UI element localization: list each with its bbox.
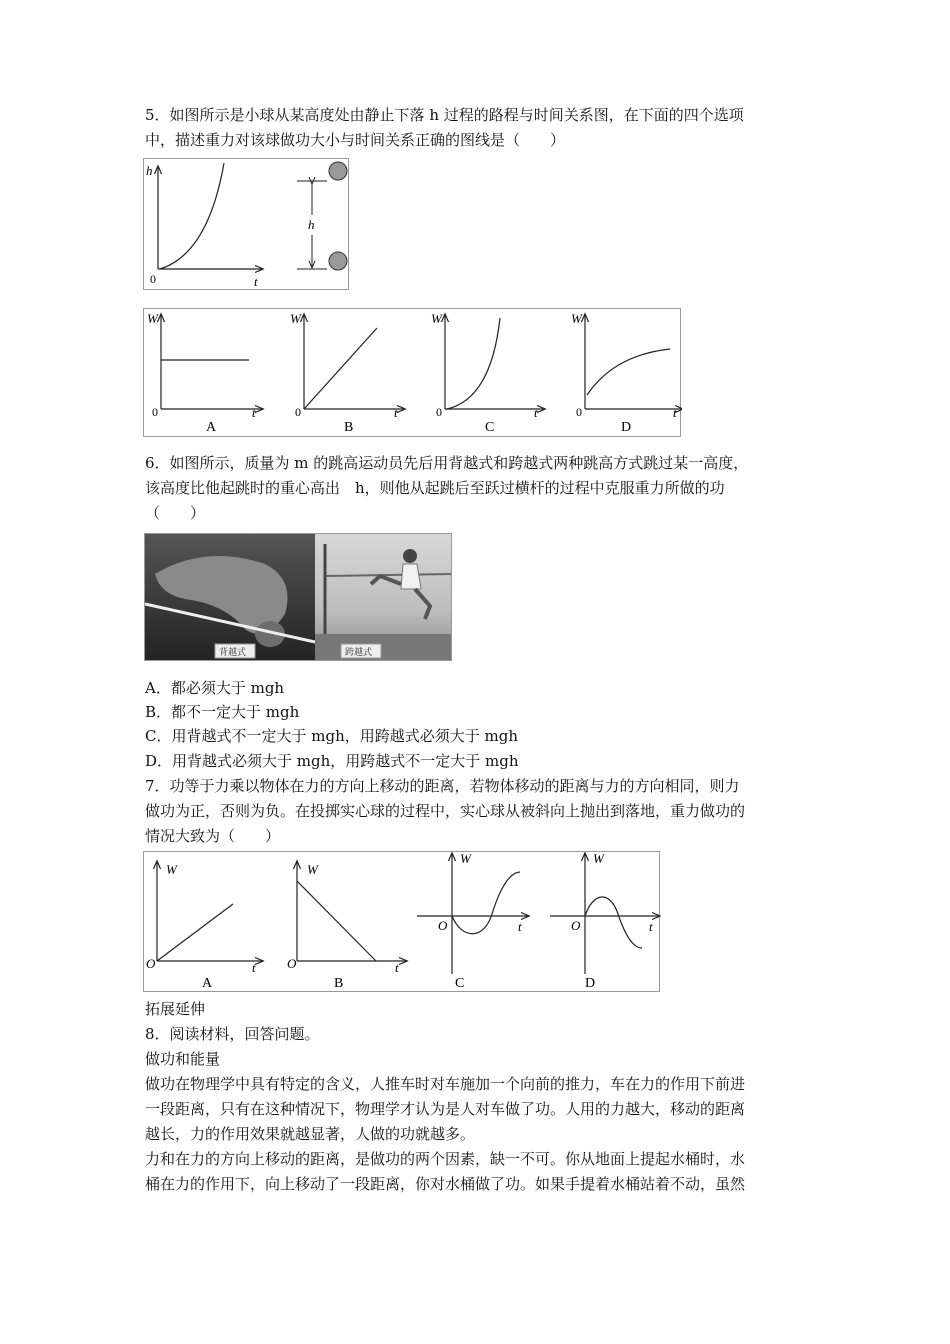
q5-option-d-graph bbox=[571, 311, 682, 435]
svg-text:O: O bbox=[438, 918, 448, 933]
svg-text:0: 0 bbox=[436, 405, 442, 419]
svg-text:W: W bbox=[307, 862, 318, 877]
q8-p1-line-2: 一段距离，只有在这种情况下，物理学才认为是人对车做了功。人用的力越大，移动的距离 bbox=[145, 1100, 746, 1118]
q7-option-c-graph bbox=[417, 852, 528, 991]
svg-text:O: O bbox=[146, 956, 156, 971]
q5-line-1: 5．如图所示是小球从某高度处由静止下落 h 过程的路程与时间关系图，在下面的四个选项 bbox=[145, 106, 744, 124]
high-jump-photo bbox=[144, 533, 452, 661]
q7-option-a-label: A bbox=[202, 976, 213, 991]
q8-p2-line-2: 桶在力的作用下，向上移动了一段距离，你对水桶做了功。如果手提着水桶站着不动，虽然 bbox=[145, 1175, 746, 1193]
svg-text:t: t bbox=[252, 960, 256, 975]
q6-line-2: 该高度比他起跳时的重心高出 h，则他从起跳后至跃过横杆的过程中克服重力所做的功 bbox=[145, 479, 725, 497]
svg-text:t: t bbox=[394, 405, 398, 420]
q5-option-b-graph bbox=[290, 311, 404, 435]
svg-text:W: W bbox=[460, 852, 471, 866]
q7-option-a-graph bbox=[146, 862, 262, 991]
svg-text:0: 0 bbox=[152, 405, 158, 419]
q5-options-figure bbox=[143, 308, 681, 437]
svg-text:W: W bbox=[431, 311, 442, 326]
q7-line-1: 7．功等于力乘以物体在力的方向上移动的距离，若物体移动的距离与力的方向相同，则力 bbox=[145, 777, 740, 795]
q5-option-a-label: A bbox=[206, 420, 217, 435]
svg-text:0: 0 bbox=[576, 405, 582, 419]
svg-text:W: W bbox=[166, 862, 177, 877]
svg-text:O: O bbox=[287, 956, 297, 971]
q7-options-figure bbox=[143, 851, 660, 992]
t-axis-label: t bbox=[254, 274, 258, 289]
q5-line-2: 中，描述重力对该球做功大小与时间关系正确的图线是（ ） bbox=[145, 131, 566, 149]
q5-option-c-graph bbox=[431, 311, 544, 435]
q8-p1-line-1: 做功在物理学中具有特定的含义，人推车时对车施加一个向前的推力，车在力的作用下前进 bbox=[145, 1075, 746, 1093]
q5-option-d-label: D bbox=[621, 420, 632, 435]
svg-text:t: t bbox=[534, 405, 538, 420]
svg-text:t: t bbox=[395, 960, 399, 975]
q5-option-c-label: C bbox=[485, 420, 495, 435]
q7-option-b-label: B bbox=[334, 976, 344, 991]
ball-bottom bbox=[329, 252, 347, 270]
q6-line-1: 6．如图所示，质量为 m 的跳高运动员先后用背越式和跨越式两种跳高方式跳过某一高度， bbox=[145, 454, 749, 472]
svg-text:t: t bbox=[673, 405, 677, 420]
q6-choice-c: C．用背越式不一定大于 mgh，用跨越式必须大于 mgh bbox=[145, 727, 518, 745]
q7-line-2: 做功为正，否则为负。在投掷实心球的过程中，实心球从被斜向上抛出到落地，重力做功的 bbox=[145, 802, 746, 820]
svg-text:t: t bbox=[518, 919, 522, 934]
q6-choice-b: B．都不一定大于 mgh bbox=[145, 703, 300, 721]
origin-label: 0 bbox=[150, 272, 156, 286]
svg-text:0: 0 bbox=[295, 405, 301, 419]
q8-article-title: 做功和能量 bbox=[145, 1050, 221, 1068]
svg-text:t: t bbox=[649, 919, 653, 934]
photo-label-back: 背越式 bbox=[219, 647, 247, 657]
q6-choice-a: A．都必须大于 mgh bbox=[145, 679, 285, 697]
svg-text:W: W bbox=[571, 311, 582, 326]
q8-p2-line-1: 力和在力的方向上移动的距离，是做功的两个因素，缺一不可。你从地面上提起水桶时，水 bbox=[145, 1150, 746, 1168]
ball-top bbox=[329, 162, 347, 180]
q7-option-d-graph bbox=[550, 852, 659, 991]
q7-line-3: 情况大致为（ ） bbox=[145, 827, 281, 845]
svg-text:W: W bbox=[147, 311, 158, 326]
q5-option-b-label: B bbox=[344, 420, 354, 435]
q7-option-c-label: C bbox=[455, 976, 465, 991]
q8-line-1: 8．阅读材料，回答问题。 bbox=[145, 1025, 320, 1043]
q6-choice-d: D．用背越式必须大于 mgh，用跨越式不一定大于 mgh bbox=[145, 752, 519, 770]
svg-text:t: t bbox=[252, 405, 256, 420]
section-title: 拓展延伸 bbox=[145, 1000, 206, 1018]
photo-label-scissors: 跨越式 bbox=[345, 647, 373, 657]
q5-option-a-graph bbox=[147, 311, 262, 435]
q6-line-3: （ ） bbox=[145, 504, 206, 522]
height-label: h bbox=[308, 217, 315, 232]
svg-text:W: W bbox=[593, 852, 604, 866]
q7-option-b-graph bbox=[287, 862, 406, 991]
q5-main-figure bbox=[143, 158, 349, 290]
svg-text:O: O bbox=[571, 918, 581, 933]
q7-option-d-label: D bbox=[585, 976, 596, 991]
svg-text:W: W bbox=[290, 311, 301, 326]
q8-p1-line-3: 越长，力的作用效果就越显著，人做的功就越多。 bbox=[145, 1125, 476, 1143]
h-axis-label: h bbox=[146, 163, 153, 178]
